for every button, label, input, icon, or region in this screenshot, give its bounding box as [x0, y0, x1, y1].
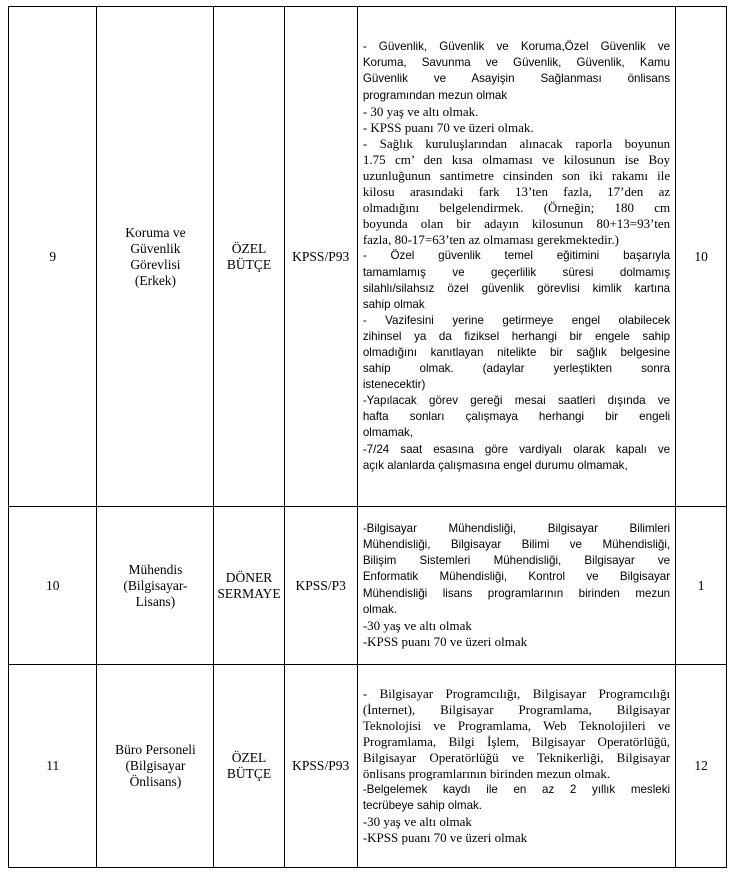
requirements-cell [357, 7, 675, 507]
requirement-line: -Yapılacak görev gereği mesai saatleri dışında ve [362, 394, 671, 408]
requirements-cell [357, 507, 675, 665]
requirement-line: - Özel güvenlik temel eğitimini başarıyla [362, 249, 671, 263]
position-count: 10 [694, 248, 708, 264]
requirement-line: - 30 yaş ve altı olmak. [362, 103, 479, 119]
row-number-cell [9, 7, 97, 507]
requirement-line: hafta sonları çalışmaya herhangi bir engeli [362, 410, 671, 424]
position-title-cell [97, 665, 214, 868]
position-title-line: Güvenlik [130, 240, 181, 256]
budget-type-line: DÖNER [225, 569, 273, 585]
requirement-line: olmadığını belgelendirmek. (Örneğin; 180 cm [362, 200, 671, 216]
requirement-line: açık alanlarda çalışmasına engel durumu olmamak, [362, 458, 628, 472]
row-number-cell [9, 507, 97, 665]
requirement-line: silahlı/silahsız özel güvenlik görevlisi kimlik kartına [362, 281, 671, 295]
requirement-line: sahip olmak [362, 297, 425, 311]
requirement-line: Programlama, Bilgi İşlem, Bilgisayar Operatörlüğü, [362, 733, 671, 749]
requirement-line: tecrübeye sahip olmak. [362, 799, 483, 813]
requirement-line: boyunda olan bir adayın kilosunun 80+13=93’ten [362, 216, 671, 232]
requirements-cell [357, 665, 675, 868]
requirement-line: - Bilgisayar Programcılığı, Bilgisayar Programcılığı [362, 685, 671, 701]
requirement-line: -Bilgisayar Mühendisliği, Bilgisayar Bilimleri [362, 522, 671, 536]
requirement-line: istenecektir) [362, 378, 426, 392]
position-title-line: (Bilgisayar- [123, 577, 188, 593]
requirement-line: - Güvenlik, Güvenlik ve Koruma,Özel Güvenlik ve [362, 40, 671, 54]
requirement-line: Güvenlik ve Asayişin Sağlanması önlisans [362, 72, 671, 86]
requirement-line: Bilgisayar Operatörlüğü ve Teknikerliği, Bilgisayar [362, 749, 671, 765]
budget-type-line: BÜTÇE [226, 256, 272, 272]
row-number: 10 [45, 577, 60, 593]
requirement-line: - Sağlık kuruluşlarından alınacak raporla boyunun [362, 135, 671, 151]
requirement-line: önlisans programlarının birinden mezun olmak. [362, 766, 611, 781]
positions-table [8, 6, 727, 868]
requirement-line: sahip olmak. (adaylar yerleştikten sonra [362, 362, 671, 376]
table-row [9, 7, 727, 507]
row-number-cell [9, 665, 97, 868]
requirement-line: programından mezun olmak [362, 88, 508, 102]
requirement-line: olmadığını kanıtlayan nitelikte bir sağlık belgesine [362, 346, 671, 360]
requirement-line: olmak. [362, 602, 397, 616]
exam-score-type: KPSS/P3 [295, 577, 346, 593]
table-row [9, 507, 727, 665]
requirement-line: kilosu arasındaki fark 13’ten fazla, 17’den az [362, 184, 671, 200]
exam-score-type-cell [284, 665, 357, 868]
exam-score-type: KPSS/P93 [292, 758, 350, 773]
requirement-line: Koruma, Savunma ve Güvenlik, Güvenlik, Kamu [362, 56, 671, 70]
budget-type-cell [214, 7, 284, 507]
position-title-line: Görevlisi [130, 256, 181, 272]
budget-type-line: SERMAYE [217, 585, 281, 601]
requirement-line: -KPSS puanı 70 ve üzeri olmak [362, 830, 528, 846]
exam-score-type-cell [284, 507, 357, 665]
requirement-line: uzunluğunun santimetre cinsinden son iki rakamı ile [362, 167, 671, 183]
budget-type-line: ÖZEL [231, 240, 267, 256]
requirement-line: zihinsel ya da fiziksel herhangi bir engele sahip [362, 329, 671, 343]
requirement-line: -30 yaş ve altı olmak [362, 814, 472, 830]
position-title-line: Koruma ve [125, 224, 186, 240]
position-count: 12 [694, 758, 708, 773]
requirement-line: - KPSS puanı 70 ve üzeri olmak. [362, 119, 534, 135]
table-row [9, 665, 727, 868]
requirement-line: Enformatik Mühendisliği, Kontrol ve Bilgisayar [362, 570, 671, 584]
position-count: 1 [697, 577, 705, 593]
budget-type-cell [214, 507, 284, 665]
position-title-line: Lisans) [135, 593, 176, 609]
requirement-line: Mühendisliği, Bilgisayar Bilimi ve Mühendisliği, [362, 538, 671, 552]
position-title-line: Büro Personeli [115, 742, 196, 757]
row-number: 9 [49, 248, 57, 264]
requirement-line: -30 yaş ve altı olmak [362, 617, 472, 633]
requirement-line: (İnternet), Bilgisayar Programlama, Bilgisayar [362, 701, 671, 717]
position-title-cell [97, 7, 214, 507]
requirement-line: -Belgelemek kaydı ile en az 2 yıllık mesleki [362, 783, 671, 797]
requirement-line: tamamlamış ve geçerlilik süresi dolmamış [362, 265, 671, 279]
requirement-line: -7/24 saat esasına göre vardiyalı olarak kapalı ve [362, 442, 671, 456]
requirement-line: -KPSS puanı 70 ve üzeri olmak [362, 633, 528, 649]
exam-score-type: KPSS/P93 [292, 248, 350, 264]
exam-score-type-cell [284, 7, 357, 507]
budget-type-cell [214, 665, 284, 868]
requirement-line: Mühendisliği lisans programlarının birinden mezun [362, 586, 671, 600]
requirement-line: - Vazifesini yerine getirmeye engel olabilecek [362, 313, 671, 327]
requirement-line: Bilişim Sistemleri Mühendisliği, Bilgisayar ve [362, 554, 671, 568]
requirement-line: Teknolojisi ve Programlama, Web Teknolojileri ve [362, 717, 671, 733]
requirement-line: olmamak, [362, 426, 414, 440]
position-title-line: Önlisans) [129, 774, 182, 789]
position-count-cell [676, 665, 727, 868]
position-count-cell [676, 507, 727, 665]
row-number: 11 [46, 758, 60, 773]
budget-type-line: BÜTÇE [226, 766, 272, 781]
position-count-cell [676, 7, 727, 507]
budget-type-line: ÖZEL [231, 750, 267, 765]
requirement-line: fazla, 80-17=63’ten az olmaması gerekmektedir.) [362, 232, 619, 248]
position-title-line: (Bilgisayar [125, 758, 186, 773]
position-title-line: (Erkek) [134, 272, 177, 288]
position-title-line: Mühendis [128, 561, 183, 577]
position-title-cell [97, 507, 214, 665]
requirement-line: 1.75 cm’ den kısa olmaması ve kilosunun ise Boy [362, 151, 671, 167]
